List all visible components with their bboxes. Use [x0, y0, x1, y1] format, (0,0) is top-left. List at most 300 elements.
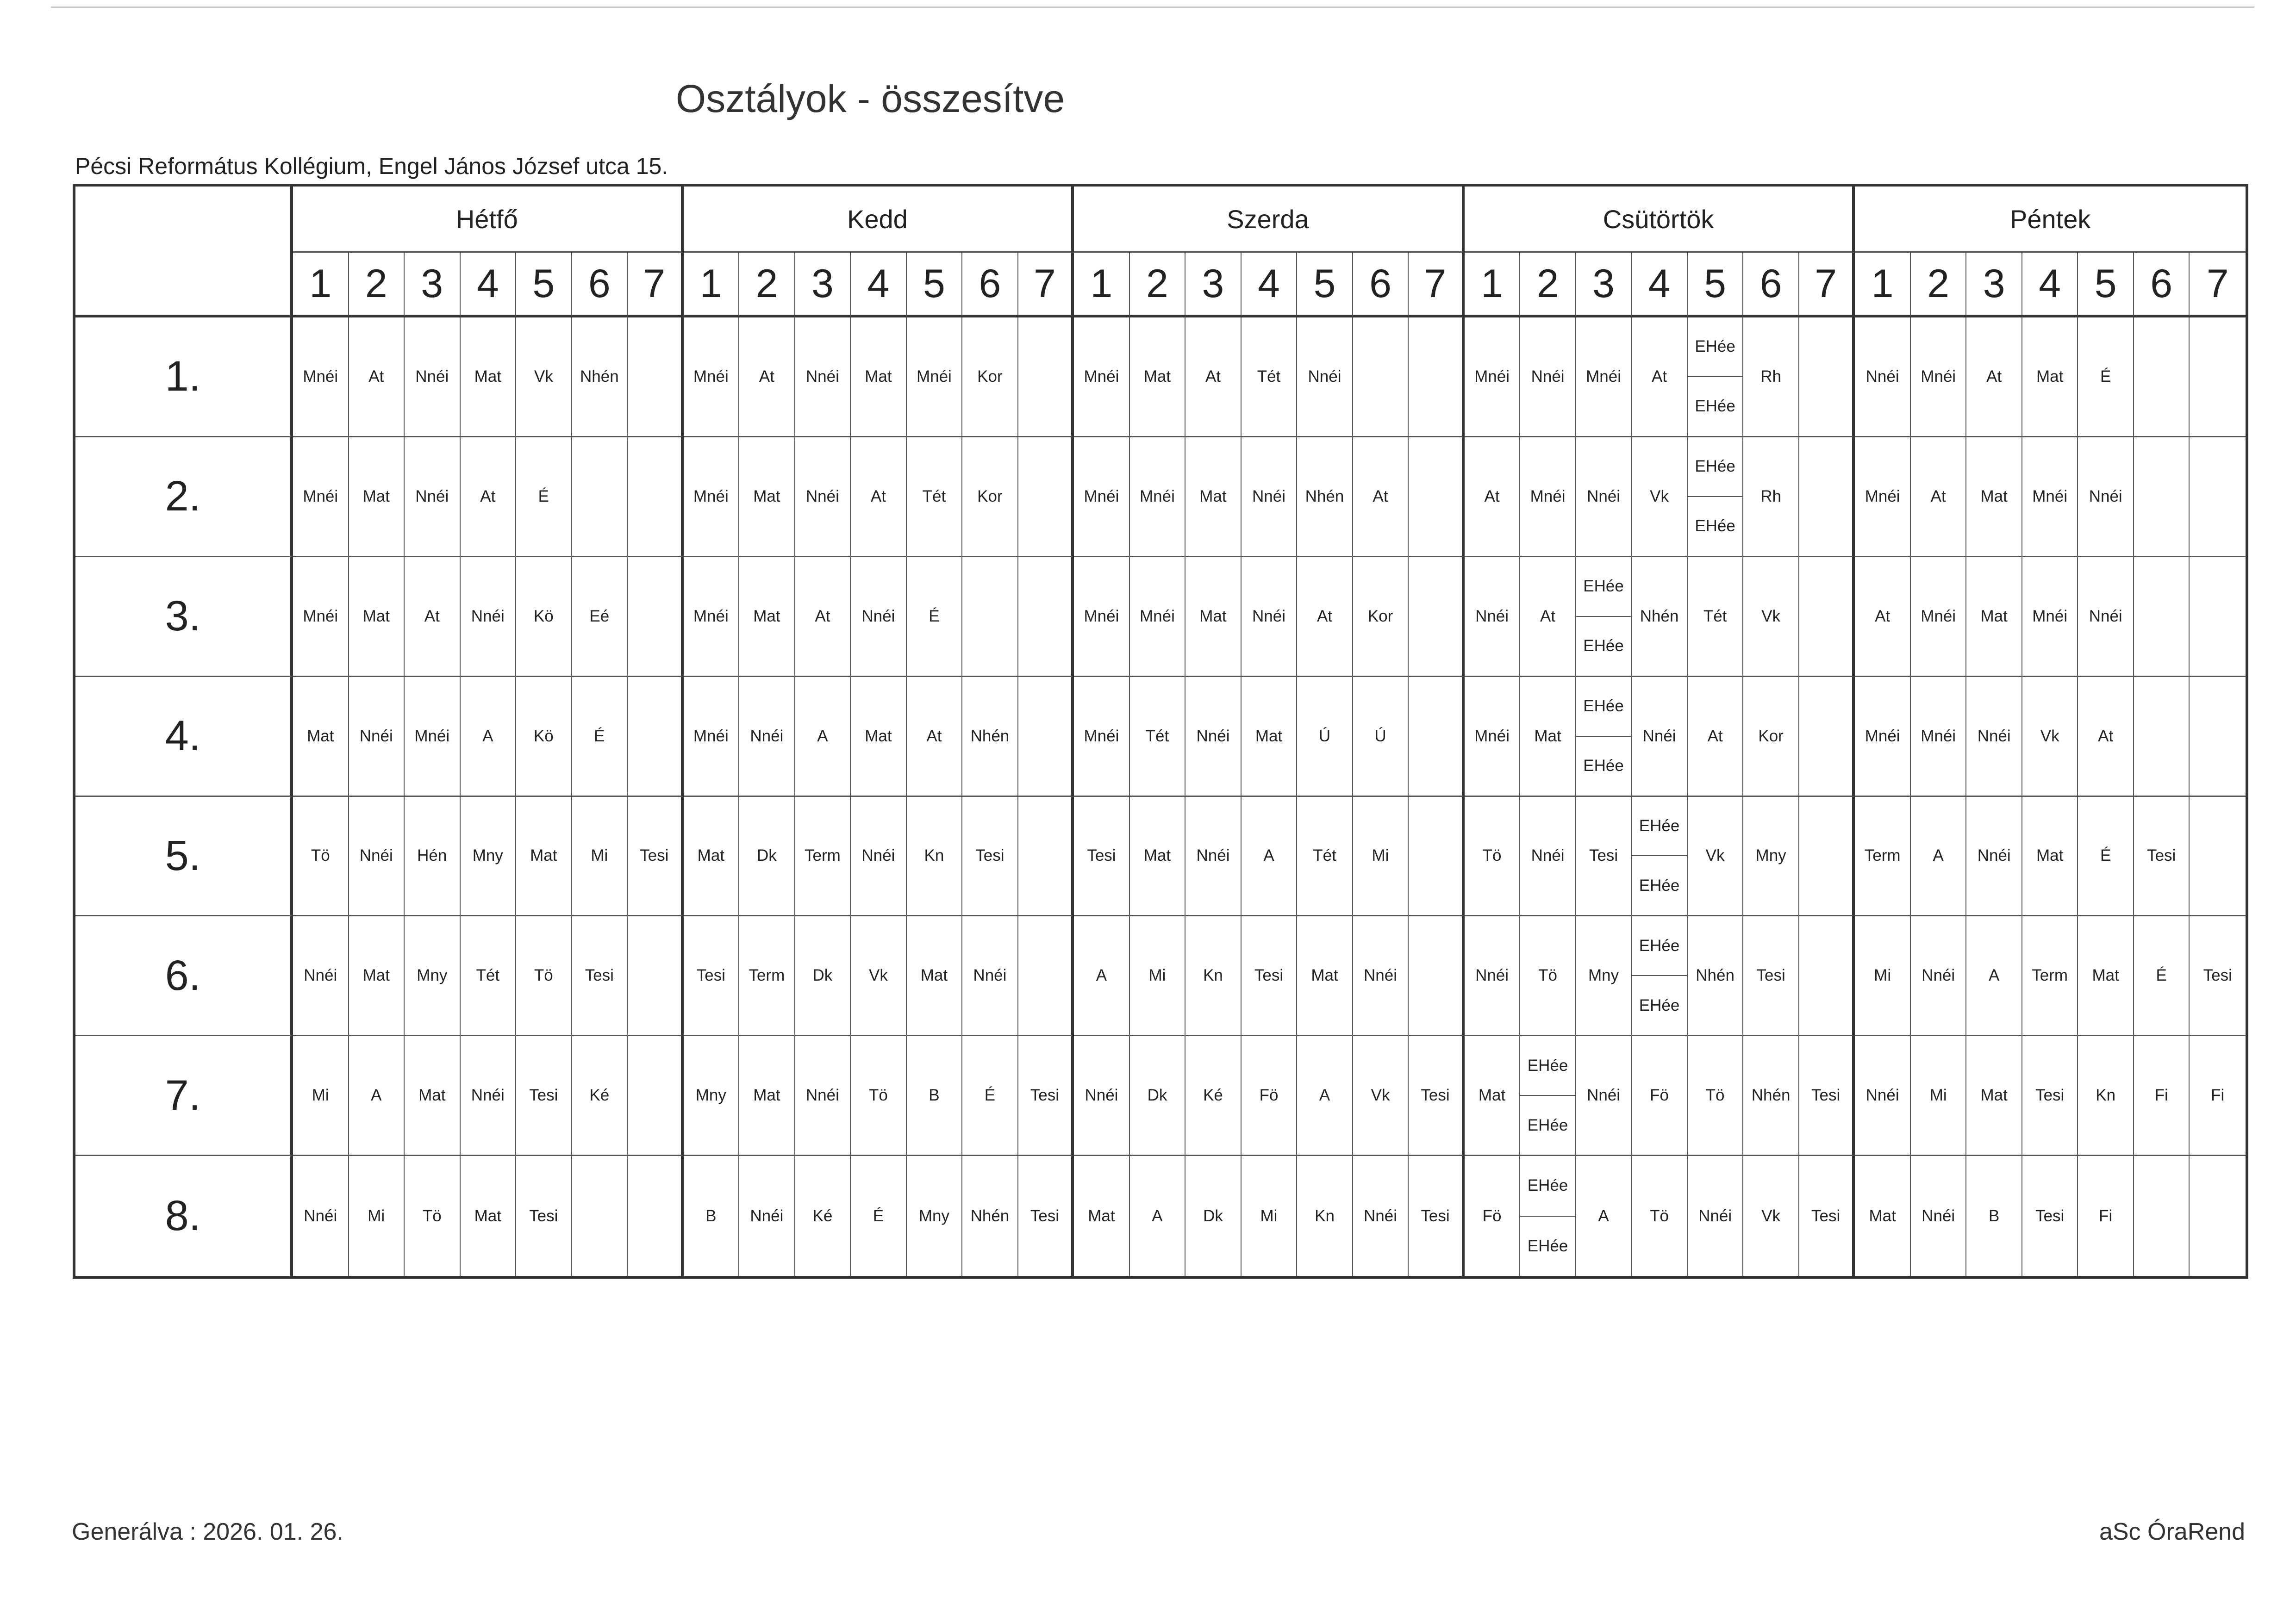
lesson-cell: É	[962, 1036, 1018, 1156]
lesson-cell: Tesi	[962, 797, 1018, 917]
lesson-cell	[1018, 317, 1074, 437]
lesson-cell: Mnéi	[684, 677, 740, 797]
lesson-cell: Mat	[1966, 1036, 2022, 1156]
class-label: 4.	[75, 677, 293, 797]
lesson-cell: Nnéi	[349, 677, 405, 797]
period-number: 7	[1799, 253, 1855, 317]
lesson-cell: Tö	[1632, 1156, 1688, 1276]
lesson-cell: Mat	[405, 1036, 461, 1156]
lesson-cell: Mat	[1185, 557, 1242, 677]
lesson-cell: Nhén	[1297, 437, 1353, 557]
lesson-cell	[628, 1156, 684, 1276]
lesson-cell: At	[1465, 437, 1521, 557]
lesson-cell: Tesi	[1018, 1036, 1074, 1156]
lesson-cell: Nnéi	[1855, 1036, 1911, 1156]
lesson-cell	[1018, 916, 1074, 1036]
lesson-cell: Mnéi	[1855, 677, 1911, 797]
lesson-cell: Mnéi	[684, 317, 740, 437]
lesson-cell: Mi	[1130, 916, 1186, 1036]
split-lesson: EHée	[1527, 1176, 1568, 1195]
period-number: 3	[1966, 253, 2022, 317]
lesson-cell: Kor	[962, 317, 1018, 437]
period-number: 6	[1743, 253, 1799, 317]
lesson-cell: Mnéi	[1465, 677, 1521, 797]
period-number: 1	[1855, 253, 1911, 317]
lesson-cell: Mnéi	[1074, 317, 1130, 437]
split-lesson: EHée	[1695, 337, 1735, 356]
lesson-cell	[2134, 557, 2190, 677]
lesson-cell: Mny	[1576, 916, 1632, 1036]
lesson-cell: At	[1353, 437, 1409, 557]
lesson-cell: A	[461, 677, 517, 797]
lesson-cell: Mny	[405, 916, 461, 1036]
lesson-cell	[628, 317, 684, 437]
lesson-cell	[1799, 797, 1855, 917]
lesson-cell: Mnéi	[1911, 557, 1967, 677]
lesson-cell: Tesi	[1799, 1156, 1855, 1276]
period-number: 2	[1130, 253, 1186, 317]
lesson-cell: At	[1966, 317, 2022, 437]
period-number: 5	[907, 253, 963, 317]
day-header: Szerda	[1074, 187, 1465, 253]
lesson-cell: Kn	[1185, 916, 1242, 1036]
lesson-cell: Tesi	[1074, 797, 1130, 917]
lesson-cell	[572, 437, 628, 557]
lesson-cell	[2134, 437, 2190, 557]
lesson-cell: Mnéi	[1520, 437, 1576, 557]
lesson-cell: Mnéi	[293, 437, 349, 557]
class-label: 2.	[75, 437, 293, 557]
lesson-cell: Mnéi	[405, 677, 461, 797]
lesson-cell: Vk	[1353, 1036, 1409, 1156]
lesson-cell: Mnéi	[1911, 317, 1967, 437]
split-lesson: EHée	[1639, 816, 1680, 835]
lesson-cell: Mi	[572, 797, 628, 917]
lesson-cell	[1018, 557, 1074, 677]
lesson-cell: Nnéi	[1855, 317, 1911, 437]
lesson-cell: Nnéi	[349, 797, 405, 917]
lesson-cell: Tesi	[2190, 916, 2246, 1036]
school-address: Pécsi Református Kollégium, Engel János József utca 15.	[75, 153, 668, 179]
lesson-cell: Ké	[1185, 1036, 1242, 1156]
lesson-cell: Mnéi	[1465, 317, 1521, 437]
lesson-cell: Nnéi	[293, 1156, 349, 1276]
lesson-cell: Nnéi	[1465, 557, 1521, 677]
lesson-cell: Nnéi	[1911, 916, 1967, 1036]
lesson-cell: Mnéi	[1074, 437, 1130, 557]
lesson-cell: Mi	[1242, 1156, 1298, 1276]
lesson-cell: Mnéi	[1130, 437, 1186, 557]
lesson-cell: Tö	[1688, 1036, 1744, 1156]
lesson-cell	[1799, 916, 1855, 1036]
lesson-cell: Mnéi	[907, 317, 963, 437]
lesson-cell: Nnéi	[1520, 317, 1576, 437]
period-number: 2	[1911, 253, 1967, 317]
lesson-cell: At	[405, 557, 461, 677]
lesson-cell: Mnéi	[1074, 677, 1130, 797]
lesson-cell	[1632, 916, 1688, 1036]
period-number: 6	[2134, 253, 2190, 317]
period-number: 7	[2190, 253, 2246, 317]
lesson-cell: Vk	[2022, 677, 2078, 797]
lesson-cell: Nnéi	[2078, 437, 2134, 557]
lesson-cell: Dk	[1185, 1156, 1242, 1276]
lesson-cell: Tesi	[1409, 1156, 1465, 1276]
lesson-cell: Mnéi	[2022, 557, 2078, 677]
lesson-cell	[2190, 557, 2246, 677]
lesson-cell: Nnéi	[1911, 1156, 1967, 1276]
lesson-cell: Tét	[907, 437, 963, 557]
period-number: 3	[1185, 253, 1242, 317]
period-number: 1	[293, 253, 349, 317]
lesson-cell: At	[1688, 677, 1744, 797]
lesson-cell	[628, 677, 684, 797]
lesson-cell: Nnéi	[1242, 557, 1298, 677]
lesson-cell: Nnéi	[739, 677, 795, 797]
lesson-cell: Nnéi	[1297, 317, 1353, 437]
lesson-cell: Mat	[851, 317, 907, 437]
lesson-cell: Mnéi	[1911, 677, 1967, 797]
period-number: 3	[1576, 253, 1632, 317]
lesson-cell: Mat	[1966, 437, 2022, 557]
class-label: 1.	[75, 317, 293, 437]
lesson-cell: Mny	[461, 797, 517, 917]
lesson-cell	[2134, 677, 2190, 797]
lesson-cell	[1409, 557, 1465, 677]
lesson-cell: Nnéi	[795, 437, 851, 557]
lesson-cell	[2190, 677, 2246, 797]
split-lesson: EHée	[1520, 1095, 1575, 1155]
split-lesson: EHée	[1688, 496, 1743, 556]
lesson-cell: Nnéi	[962, 916, 1018, 1036]
lesson-cell: Hén	[405, 797, 461, 917]
lesson-cell: Kn	[2078, 1036, 2134, 1156]
lesson-cell	[1632, 797, 1688, 917]
lesson-cell: Mat	[1465, 1036, 1521, 1156]
lesson-cell	[628, 437, 684, 557]
lesson-cell: É	[2134, 916, 2190, 1036]
grid-corner	[75, 187, 293, 317]
lesson-cell: Tö	[1520, 916, 1576, 1036]
lesson-cell: Mat	[907, 916, 963, 1036]
lesson-cell: Nhén	[1688, 916, 1744, 1036]
period-number: 4	[1632, 253, 1688, 317]
lesson-cell: Tesi	[1409, 1036, 1465, 1156]
lesson-cell: Tesi	[1018, 1156, 1074, 1276]
lesson-cell: Vk	[1743, 1156, 1799, 1276]
lesson-cell: Nnéi	[1074, 1036, 1130, 1156]
lesson-cell: Fi	[2190, 1036, 2246, 1156]
generated-date: Generálva : 2026. 01. 26.	[72, 1518, 343, 1545]
lesson-cell: Dk	[795, 916, 851, 1036]
split-lesson: EHée	[1632, 975, 1687, 1035]
lesson-cell: At	[1185, 317, 1242, 437]
split-lesson: EHée	[1639, 936, 1680, 955]
lesson-cell	[1409, 797, 1465, 917]
lesson-cell: Mat	[293, 677, 349, 797]
lesson-cell: Mat	[739, 437, 795, 557]
lesson-cell: Tét	[1297, 797, 1353, 917]
lesson-cell: Mny	[1743, 797, 1799, 917]
lesson-cell: At	[1632, 317, 1688, 437]
lesson-cell: Tét	[461, 916, 517, 1036]
lesson-cell: Nhén	[572, 317, 628, 437]
lesson-cell: At	[1855, 557, 1911, 677]
lesson-cell: Mat	[1185, 437, 1242, 557]
day-header: Csütörtök	[1465, 187, 1855, 253]
lesson-cell: At	[907, 677, 963, 797]
lesson-cell: Term	[739, 916, 795, 1036]
lesson-cell: A	[1911, 797, 1967, 917]
lesson-cell: Mnéi	[293, 317, 349, 437]
lesson-cell: Tö	[1465, 797, 1521, 917]
lesson-cell	[2134, 317, 2190, 437]
lesson-cell: Nnéi	[1185, 797, 1242, 917]
lesson-cell: É	[907, 557, 963, 677]
lesson-cell: Mat	[2078, 916, 2134, 1036]
lesson-cell: A	[1130, 1156, 1186, 1276]
lesson-cell: Tesi	[2134, 797, 2190, 917]
lesson-cell	[1576, 677, 1632, 797]
lesson-cell: Mi	[1855, 916, 1911, 1036]
lesson-cell: Mat	[684, 797, 740, 917]
period-number: 6	[1353, 253, 1409, 317]
lesson-cell: Nnéi	[1242, 437, 1298, 557]
lesson-cell: Mat	[1520, 677, 1576, 797]
lesson-cell: Mny	[684, 1036, 740, 1156]
lesson-cell: Tö	[405, 1156, 461, 1276]
lesson-cell: A	[1576, 1156, 1632, 1276]
period-number: 4	[2022, 253, 2078, 317]
lesson-cell: Mi	[1911, 1036, 1967, 1156]
lesson-cell	[1688, 437, 1744, 557]
lesson-cell	[1799, 557, 1855, 677]
class-label: 3.	[75, 557, 293, 677]
lesson-cell: Tö	[293, 797, 349, 917]
lesson-cell: B	[907, 1036, 963, 1156]
lesson-cell: Fö	[1242, 1036, 1298, 1156]
lesson-cell: B	[1966, 1156, 2022, 1276]
lesson-cell: Fi	[2078, 1156, 2134, 1276]
lesson-cell: Nnéi	[1688, 1156, 1744, 1276]
lesson-cell: Nhén	[1632, 557, 1688, 677]
lesson-cell: Tét	[1242, 317, 1298, 437]
lesson-cell: Tesi	[1743, 916, 1799, 1036]
lesson-cell: A	[349, 1036, 405, 1156]
lesson-cell: Ké	[572, 1036, 628, 1156]
lesson-cell: É	[572, 677, 628, 797]
lesson-cell: Mat	[2022, 317, 2078, 437]
lesson-cell: Nnéi	[461, 1036, 517, 1156]
period-number: 2	[349, 253, 405, 317]
lesson-cell: Mi	[293, 1036, 349, 1156]
period-number: 5	[1688, 253, 1744, 317]
lesson-cell: Mat	[1297, 916, 1353, 1036]
lesson-cell: Ú	[1353, 677, 1409, 797]
period-number: 7	[1409, 253, 1465, 317]
period-number: 4	[461, 253, 517, 317]
lesson-cell: Term	[795, 797, 851, 917]
lesson-cell: Tesi	[516, 1156, 572, 1276]
day-header: Hétfő	[293, 187, 684, 253]
lesson-cell: Nnéi	[1520, 797, 1576, 917]
lesson-cell: Nnéi	[795, 317, 851, 437]
lesson-cell: A	[1242, 797, 1298, 917]
lesson-cell: Mat	[739, 1036, 795, 1156]
period-number: 7	[1018, 253, 1074, 317]
lesson-cell	[1520, 1156, 1576, 1276]
lesson-cell: Dk	[1130, 1036, 1186, 1156]
lesson-cell: Kor	[1353, 557, 1409, 677]
lesson-cell	[2190, 797, 2246, 917]
period-number: 5	[1297, 253, 1353, 317]
lesson-cell: A	[1074, 916, 1130, 1036]
lesson-cell: Eé	[572, 557, 628, 677]
lesson-cell: Nnéi	[1353, 1156, 1409, 1276]
lesson-cell: B	[684, 1156, 740, 1276]
lesson-cell: Nnéi	[1966, 677, 2022, 797]
lesson-cell: Vk	[1632, 437, 1688, 557]
period-number: 5	[2078, 253, 2134, 317]
lesson-cell	[1018, 797, 1074, 917]
lesson-cell: Mnéi	[1130, 557, 1186, 677]
split-lesson: EHée	[1576, 616, 1631, 676]
lesson-cell: At	[851, 437, 907, 557]
period-number: 3	[795, 253, 851, 317]
lesson-cell: Mat	[1074, 1156, 1130, 1276]
day-header: Péntek	[1855, 187, 2246, 253]
lesson-cell: Mnéi	[1855, 437, 1911, 557]
lesson-cell: At	[1911, 437, 1967, 557]
lesson-cell: Mny	[907, 1156, 963, 1276]
lesson-cell: Mat	[1130, 317, 1186, 437]
period-number: 7	[628, 253, 684, 317]
lesson-cell: Nnéi	[851, 557, 907, 677]
lesson-cell: Tesi	[1242, 916, 1298, 1036]
lesson-cell	[1520, 1036, 1576, 1156]
lesson-cell	[1576, 557, 1632, 677]
class-label: 7.	[75, 1036, 293, 1156]
lesson-cell: A	[795, 677, 851, 797]
lesson-cell: Ú	[1297, 677, 1353, 797]
period-number: 1	[684, 253, 740, 317]
split-lesson: EHée	[1576, 736, 1631, 796]
lesson-cell: Kö	[516, 557, 572, 677]
lesson-cell: Nnéi	[1185, 677, 1242, 797]
lesson-cell	[1409, 317, 1465, 437]
lesson-cell: Nhén	[1743, 1036, 1799, 1156]
lesson-cell: É	[516, 437, 572, 557]
lesson-cell: É	[851, 1156, 907, 1276]
lesson-cell: Mat	[349, 437, 405, 557]
lesson-cell: Mat	[851, 677, 907, 797]
lesson-cell: At	[2078, 677, 2134, 797]
period-number: 6	[572, 253, 628, 317]
lesson-cell: Mat	[2022, 797, 2078, 917]
lesson-cell: Mat	[461, 1156, 517, 1276]
period-number: 2	[739, 253, 795, 317]
lesson-cell	[1409, 677, 1465, 797]
lesson-cell: Tesi	[1576, 797, 1632, 917]
lesson-cell: Nnéi	[795, 1036, 851, 1156]
lesson-cell: Nhén	[962, 677, 1018, 797]
split-lesson: EHée	[1695, 457, 1735, 476]
lesson-cell: É	[2078, 317, 2134, 437]
lesson-cell: Nnéi	[851, 797, 907, 917]
lesson-cell: At	[739, 317, 795, 437]
split-lesson: EHée	[1688, 376, 1743, 436]
page-title: Osztályok - összesítve	[675, 77, 1065, 120]
period-number: 4	[1242, 253, 1298, 317]
lesson-cell: Fi	[2134, 1036, 2190, 1156]
lesson-cell: Mat	[349, 557, 405, 677]
lesson-cell	[628, 1036, 684, 1156]
split-lesson: EHée	[1527, 1056, 1568, 1075]
lesson-cell: Vk	[851, 916, 907, 1036]
split-lesson: EHée	[1632, 855, 1687, 915]
lesson-cell: Term	[1855, 797, 1911, 917]
lesson-cell: Nnéi	[461, 557, 517, 677]
lesson-cell: Mat	[1855, 1156, 1911, 1276]
lesson-cell: Nnéi	[405, 317, 461, 437]
lesson-cell: Tét	[1688, 557, 1744, 677]
lesson-cell: Mat	[1966, 557, 2022, 677]
split-lesson: EHée	[1583, 577, 1624, 596]
lesson-cell: Tesi	[2022, 1036, 2078, 1156]
lesson-cell: Tö	[516, 916, 572, 1036]
lesson-cell: Nnéi	[739, 1156, 795, 1276]
period-number: 3	[405, 253, 461, 317]
lesson-cell	[1018, 677, 1074, 797]
lesson-cell: Nnéi	[1576, 1036, 1632, 1156]
lesson-cell	[2190, 1156, 2246, 1276]
lesson-cell: Tesi	[2022, 1156, 2078, 1276]
lesson-cell: At	[1520, 557, 1576, 677]
lesson-cell: Vk	[516, 317, 572, 437]
lesson-cell	[1688, 317, 1744, 437]
lesson-cell: Nnéi	[2078, 557, 2134, 677]
lesson-cell	[2190, 437, 2246, 557]
lesson-cell: Kn	[907, 797, 963, 917]
lesson-cell	[1018, 437, 1074, 557]
lesson-cell: Nnéi	[293, 916, 349, 1036]
lesson-cell: Tesi	[516, 1036, 572, 1156]
lesson-cell: Ké	[795, 1156, 851, 1276]
lesson-cell: Rh	[1743, 317, 1799, 437]
lesson-cell: Tét	[1130, 677, 1186, 797]
lesson-cell: Nnéi	[1966, 797, 2022, 917]
split-lesson: EHée	[1520, 1216, 1575, 1276]
lesson-cell: Mat	[739, 557, 795, 677]
lesson-cell: Mat	[349, 916, 405, 1036]
lesson-cell: Mat	[1242, 677, 1298, 797]
class-label: 6.	[75, 916, 293, 1036]
lesson-cell: Kn	[1297, 1156, 1353, 1276]
lesson-cell: Mnéi	[2022, 437, 2078, 557]
lesson-cell: Mi	[349, 1156, 405, 1276]
period-number: 1	[1074, 253, 1130, 317]
lesson-cell	[628, 557, 684, 677]
split-lesson: EHée	[1583, 697, 1624, 715]
lesson-cell: Dk	[739, 797, 795, 917]
lesson-cell	[1353, 317, 1409, 437]
lesson-cell: Mnéi	[684, 557, 740, 677]
lesson-cell: Vk	[1743, 557, 1799, 677]
timetable-grid	[73, 184, 2248, 1279]
lesson-cell: Nnéi	[405, 437, 461, 557]
lesson-cell: É	[2078, 797, 2134, 917]
lesson-cell	[1409, 916, 1465, 1036]
